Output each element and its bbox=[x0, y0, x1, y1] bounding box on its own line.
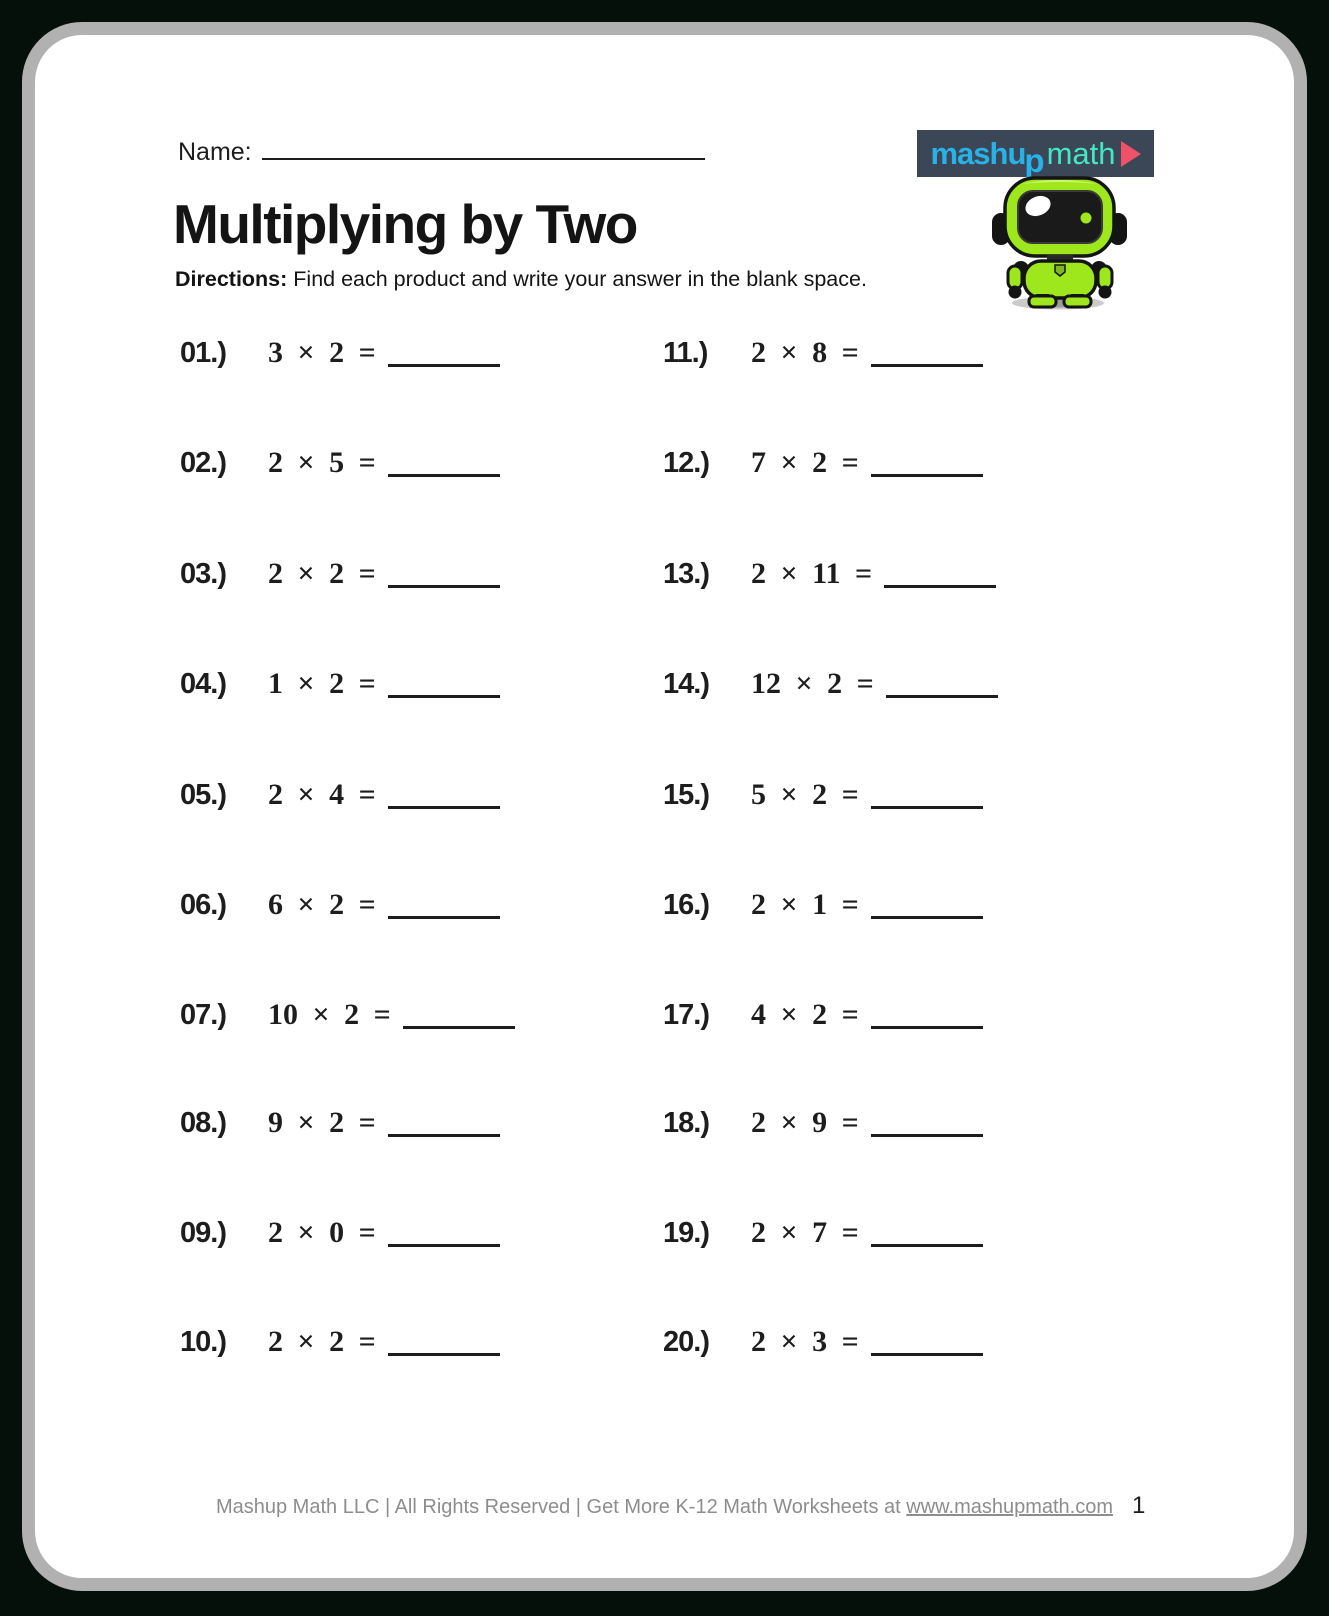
problem-row-16 bbox=[663, 885, 983, 922]
problem-number: 16.) bbox=[663, 889, 709, 921]
problem-expression: 2 × 0 = bbox=[268, 1216, 376, 1249]
name-row bbox=[178, 136, 705, 167]
problem-row-19 bbox=[663, 1213, 983, 1250]
answer-blank[interactable] bbox=[388, 1108, 500, 1137]
problem-expression: 2 × 9 = bbox=[751, 1106, 859, 1139]
mashupmath-logo bbox=[917, 130, 1154, 177]
answer-blank[interactable] bbox=[871, 890, 983, 919]
page-number: 1 bbox=[1132, 1492, 1146, 1519]
answer-blank[interactable] bbox=[388, 559, 500, 588]
problem-expression: 12 × 2 = bbox=[751, 667, 874, 700]
problem-row-11 bbox=[663, 333, 983, 370]
problem-expression: 2 × 1 = bbox=[751, 888, 859, 921]
answer-blank[interactable] bbox=[871, 338, 983, 367]
problem-number: 02.) bbox=[180, 447, 226, 479]
problem-row-03 bbox=[180, 554, 500, 591]
answer-blank[interactable] bbox=[403, 1000, 515, 1029]
footer-link[interactable]: www.mashupmath.com bbox=[906, 1496, 1114, 1518]
problem-expression: 10 × 2 = bbox=[268, 998, 391, 1031]
answer-blank[interactable] bbox=[871, 1327, 983, 1356]
problem-expression: 2 × 5 = bbox=[268, 446, 376, 479]
answer-blank[interactable] bbox=[886, 669, 998, 698]
problem-expression: 9 × 2 = bbox=[268, 1106, 376, 1139]
problem-expression: 2 × 11 = bbox=[751, 557, 873, 590]
problem-expression: 5 × 2 = bbox=[751, 778, 859, 811]
answer-blank[interactable] bbox=[871, 448, 983, 477]
problem-row-04 bbox=[180, 664, 500, 701]
problem-number: 09.) bbox=[180, 1217, 226, 1249]
directions-label: Directions: bbox=[175, 267, 288, 291]
problem-number: 08.) bbox=[180, 1107, 226, 1139]
problem-number: 19.) bbox=[663, 1217, 709, 1249]
problem-number: 11.) bbox=[663, 337, 708, 369]
problem-expression: 2 × 2 = bbox=[268, 1325, 376, 1358]
problem-expression: 2 × 7 = bbox=[751, 1216, 859, 1249]
problem-number: 03.) bbox=[180, 558, 226, 590]
problem-row-06 bbox=[180, 885, 500, 922]
problem-row-07 bbox=[180, 995, 515, 1032]
logo-text-math: math bbox=[1046, 135, 1116, 171]
logo-text-p: p bbox=[1024, 141, 1045, 179]
problem-expression: 3 × 2 = bbox=[268, 336, 376, 369]
answer-blank[interactable] bbox=[388, 890, 500, 919]
answer-blank[interactable] bbox=[871, 1108, 983, 1137]
problem-expression: 2 × 8 = bbox=[751, 336, 859, 369]
problem-expression: 6 × 2 = bbox=[268, 888, 376, 921]
problem-expression: 2 × 3 = bbox=[751, 1325, 859, 1358]
problem-number: 10.) bbox=[180, 1326, 226, 1358]
problem-row-13 bbox=[663, 554, 996, 591]
problem-row-05 bbox=[180, 775, 500, 812]
problem-row-17 bbox=[663, 995, 983, 1032]
answer-blank[interactable] bbox=[388, 669, 500, 698]
problem-expression: 7 × 2 = bbox=[751, 446, 859, 479]
problem-number: 18.) bbox=[663, 1107, 709, 1139]
problem-row-10 bbox=[180, 1322, 500, 1359]
logo-text-mashup: mashu bbox=[930, 135, 1026, 171]
problem-row-08 bbox=[180, 1103, 500, 1140]
problem-number: 15.) bbox=[663, 779, 709, 811]
problem-row-09 bbox=[180, 1213, 500, 1250]
problem-number: 20.) bbox=[663, 1326, 709, 1358]
problem-number: 05.) bbox=[180, 779, 226, 811]
problem-row-02 bbox=[180, 443, 500, 480]
problem-number: 12.) bbox=[663, 447, 709, 479]
robot-mascot bbox=[992, 172, 1127, 312]
directions bbox=[175, 267, 867, 292]
answer-blank[interactable] bbox=[871, 1000, 983, 1029]
answer-blank[interactable] bbox=[388, 1218, 500, 1247]
directions-text: Find each product and write your answer in the blank space. bbox=[287, 267, 867, 291]
problem-expression: 2 × 2 = bbox=[268, 557, 376, 590]
problem-row-12 bbox=[663, 443, 983, 480]
answer-blank[interactable] bbox=[388, 1327, 500, 1356]
problem-row-18 bbox=[663, 1103, 983, 1140]
problem-number: 07.) bbox=[180, 999, 226, 1031]
problem-expression: 2 × 4 = bbox=[268, 778, 376, 811]
answer-blank[interactable] bbox=[871, 780, 983, 809]
problem-row-14 bbox=[663, 664, 998, 701]
answer-blank[interactable] bbox=[871, 1218, 983, 1247]
answer-blank[interactable] bbox=[388, 448, 500, 477]
footer bbox=[60, 1496, 1269, 1519]
problem-number: 13.) bbox=[663, 558, 709, 590]
page-title: Multiplying by Two bbox=[173, 193, 637, 255]
problem-row-15 bbox=[663, 775, 983, 812]
play-triangle-icon bbox=[1121, 141, 1141, 167]
problem-number: 06.) bbox=[180, 889, 226, 921]
footer-text: Mashup Math LLC | All Rights Reserved | Get More K-12 Math Worksheets at bbox=[215, 1496, 907, 1518]
problem-expression: 1 × 2 = bbox=[268, 667, 376, 700]
answer-blank[interactable] bbox=[388, 338, 500, 367]
answer-blank[interactable] bbox=[388, 780, 500, 809]
problem-row-01 bbox=[180, 333, 500, 370]
problem-expression: 4 × 2 = bbox=[751, 998, 859, 1031]
problem-row-20 bbox=[663, 1322, 983, 1359]
answer-blank[interactable] bbox=[884, 559, 996, 588]
problem-number: 01.) bbox=[180, 337, 226, 369]
problem-number: 04.) bbox=[180, 668, 226, 700]
problem-number: 14.) bbox=[663, 668, 709, 700]
name-label: Name: bbox=[178, 138, 252, 166]
problem-number: 17.) bbox=[663, 999, 709, 1031]
name-blank-line[interactable] bbox=[262, 136, 705, 160]
